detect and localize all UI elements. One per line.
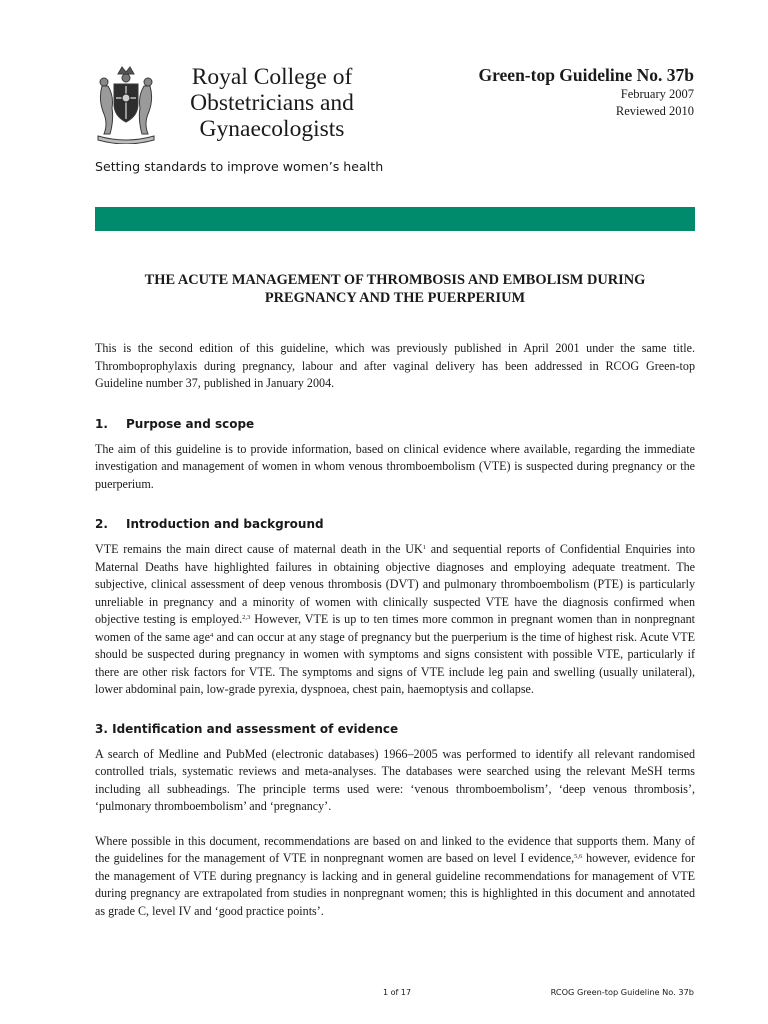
document-title-line-1: THE ACUTE MANAGEMENT OF THROMBOSIS AND EMBOLISM DURING — [144, 272, 646, 288]
guideline-title: Green-top Guideline No. 37b — [478, 65, 694, 85]
section-number: 1. — [95, 416, 108, 431]
section-3-paragraph-2 — [95, 833, 695, 921]
section-number: 2. — [95, 517, 108, 531]
date-published: February 2007 — [620, 87, 694, 101]
document-title-line-2: PREGNANCY AND THE PUERPERIUM — [264, 290, 526, 306]
guideline-header — [478, 64, 694, 120]
section-2-heading — [95, 516, 695, 532]
section-1-heading — [95, 416, 695, 432]
tagline: Setting standards to improve women’s health — [95, 159, 384, 174]
section-1-paragraph: The aim of this guideline is to provide information, based on clinical evidence where available, regarding the immediate investigation and management of women in whom venous thromboembolism (VTE) is suspected during pregnancy or the puerperium. — [95, 441, 695, 491]
text-run: However, VTE is up to ten times more common in pregnant women than in nonpregnant women of the same age — [95, 612, 695, 644]
organization-name — [174, 64, 370, 142]
org-name-line-1: Royal College of — [191, 64, 353, 90]
text-run: and sequential reports of Confidential Enquiries into Maternal Deaths have highlighted failures in obtaining objective diagnoses and employing adequate treatment. The subjective, clinical assessment of deep venous thrombosis (DVT) and pulmonary thromboembolism (PTE) is particularly unreliable in pregnancy and a minority of women with clinically suspected VTE have the diagnosis confirmed when objective testing is employed. — [95, 542, 696, 626]
section-3-paragraph-1: A search of Medline and PubMed (electronic databases) 1966–2005 was performed to identify all relevant randomised controlled trials, systematic reviews and meta-analyses. The databases were searched using the relevant MeSH terms including all subheadings. The principle terms used were: ‘venous thromboembolism’, ‘deep venous thrombosis’, ‘pulmonary thromboembolism’ and ‘pregnancy’. — [95, 746, 695, 813]
date-reviewed: Reviewed 2010 — [615, 104, 694, 118]
college-crest-icon — [94, 64, 158, 144]
section-title: Introduction and background — [126, 517, 324, 531]
org-name-line-2: Obstetricians and — [190, 90, 354, 116]
text-run: and can occur at any stage of pregnancy but the puerperium is the time of highest risk. Acute VTE should be suspected during pregnancy in women with symptoms and signs consistent with possible VTE, particularly if there are other risk factors for VTE. The symptoms and signs of VTE include leg pain and swelling (usually unilateral), lower abdominal pain, low-grade pyrexia, dyspnoea, chest pain, haemoptysis and collapse. — [95, 629, 695, 696]
reference-superscript: 5,6 — [574, 853, 583, 860]
org-name-line-3: Gynaecologists — [199, 116, 345, 142]
reference-superscript: 2,3 — [242, 614, 251, 621]
reference-superscript: 1 — [422, 544, 426, 551]
footer-guideline-name: RCOG Green-top Guideline No. 37b — [550, 987, 694, 997]
reference-superscript: 4 — [209, 631, 214, 639]
section-2-paragraph — [95, 541, 695, 699]
section-title: Purpose and scope — [126, 416, 255, 431]
text-run: however, evidence for the management of VTE during pregnancy is lacking and in general guideline recommendations for management of VTE during pregnancy are extrapolated from studies in nonpregnant women; this is highlighted in this document and annotated as grade C, level IV and ‘good practice points’. — [95, 851, 695, 918]
text-run: VTE remains the main direct cause of maternal death in the UK — [95, 542, 423, 556]
section-title: Identification and assessment of evidence — [112, 721, 399, 736]
page-number: 1 of 17 — [383, 988, 412, 997]
section-number: 3. — [95, 721, 108, 736]
intro-paragraph: This is the second edition of this guideline, which was previously published in April 2001 under the same title. Thromboprophylaxis during pregnancy, labour and after vaginal delivery has been addressed in RCOG Green-top Guideline number 37, published in January 2004. — [95, 341, 695, 390]
document-body — [95, 340, 695, 920]
brand-color-bar — [95, 207, 695, 231]
text-run: Where possible in this document, recommendations are based on and linked to the evidence that supports them. Many of the guidelines for the management of VTE in nonpregnant women are based on level I evidence, — [95, 833, 695, 865]
section-3-heading — [95, 721, 695, 737]
document-title — [95, 271, 695, 307]
